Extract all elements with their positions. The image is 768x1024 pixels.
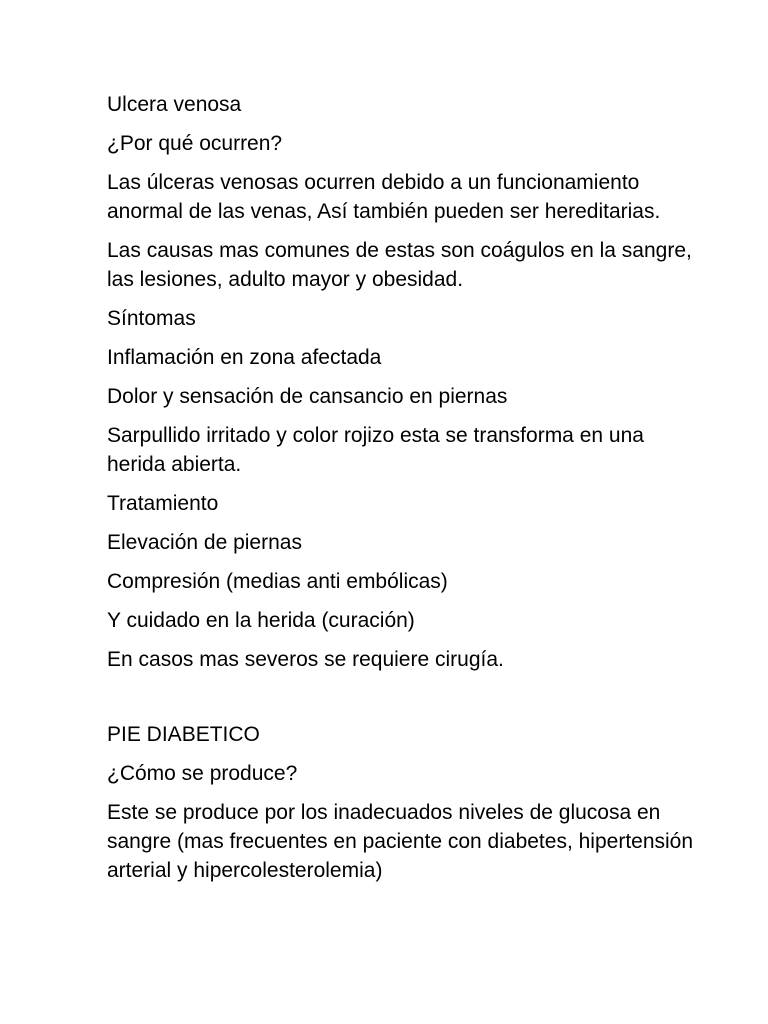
paragraph: Este se produce por los inadecuados niveles de glucosa en sangre (mas frecuentes en paciente con diabetes, hipertensión arterial y hipercolesterolemia) (107, 801, 694, 882)
paragraph: ¿Por qué ocurren? (107, 132, 283, 155)
paragraph: Elevación de piernas (107, 531, 302, 554)
document-page (107, 90, 707, 895)
paragraph: Sarpullido irritado y color rojizo esta se transforma en una herida abierta. (107, 424, 644, 476)
blank-line (107, 684, 707, 720)
section-heading-ulcera-venosa: Ulcera venosa (107, 93, 242, 116)
paragraph: ¿Cómo se produce? (107, 762, 298, 785)
paragraph: Síntomas (107, 307, 196, 330)
paragraph: Dolor y sensación de cansancio en piernas (107, 385, 508, 408)
paragraph: Compresión (medias anti embólicas) (107, 570, 448, 593)
paragraph: Tratamiento (107, 492, 219, 515)
section-heading-pie-diabetico: PIE DIABETICO (107, 723, 260, 746)
paragraph: Las causas mas comunes de estas son coágulos en la sangre, las lesiones, adulto mayor y obesidad. (107, 239, 692, 291)
paragraph: Inflamación en zona afectada (107, 346, 382, 369)
paragraph: En casos mas severos se requiere cirugía. (107, 648, 504, 671)
paragraph: Y cuidado en la herida (curación) (107, 609, 415, 632)
paragraph: Las úlceras venosas ocurren debido a un funcionamiento anormal de las venas, Así también pueden ser hereditarias. (107, 171, 661, 223)
